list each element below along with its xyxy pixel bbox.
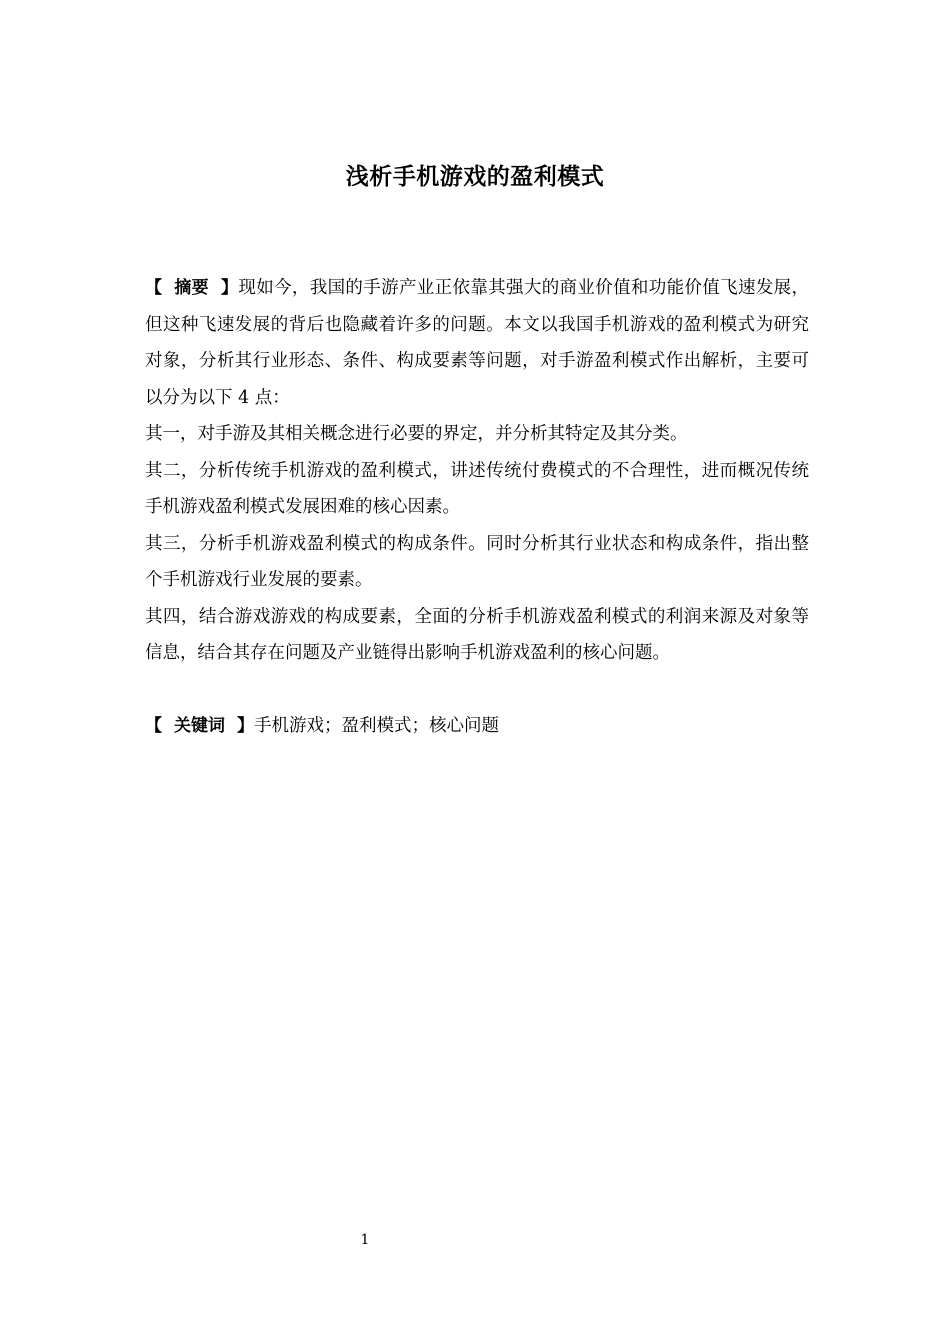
abstract-paragraph [145,270,809,416]
keywords-text: 手机游戏；盈利模式；核心问题 [254,716,499,736]
abstract-point-1: 其一，对手游及其相关概念进行必要的界定，并分析其特定及其分类。 [145,424,688,444]
keywords-section [145,708,809,744]
abstract-label-text: 摘要 [174,278,210,298]
abstract-section [145,270,809,672]
abstract-open-bracket: 【 [145,278,163,298]
abstract-point-4: 其四，结合游戏游戏的构成要素，全面的分析手机游戏盈利模式的利润来源及对象等信息，结合其存在问题及产业链得出影响手机游戏盈利的核心问题。 [145,606,809,663]
abstract-point-3: 其三，分析手机游戏盈利模式的构成条件。同时分析其行业状态和构成条件，指出整个手机游戏行业发展的要素。 [145,533,809,590]
keywords-open-bracket: 【 [145,716,162,736]
abstract-intro: 现如今，我国的手游产业正依靠其强大的商业价值和功能价值飞速发展，但这种飞速发展的背后也隐藏着许多的问题。本文以我国手机游戏的盈利模式为研究对象，分析其行业形态、条件、构成要素等问题，对手游盈利模式作出解析，主要可以分为以下 4 点： [145,278,810,408]
document-title: 浅析手机游戏的盈利模式 [345,164,605,190]
keywords-label-text: 关键词 [174,716,225,736]
page-number: 1 [360,1232,370,1248]
abstract-point-2: 其二，分析传统手机游戏的盈利模式，讲述传统付费模式的不合理性，进而概况传统手机游戏盈利模式发展困难的核心因素。 [145,460,809,517]
abstract-close-bracket: 】 [221,278,239,298]
keywords-close-bracket: 】 [237,716,254,736]
abstract-label [145,278,238,298]
keywords-label [145,716,254,736]
